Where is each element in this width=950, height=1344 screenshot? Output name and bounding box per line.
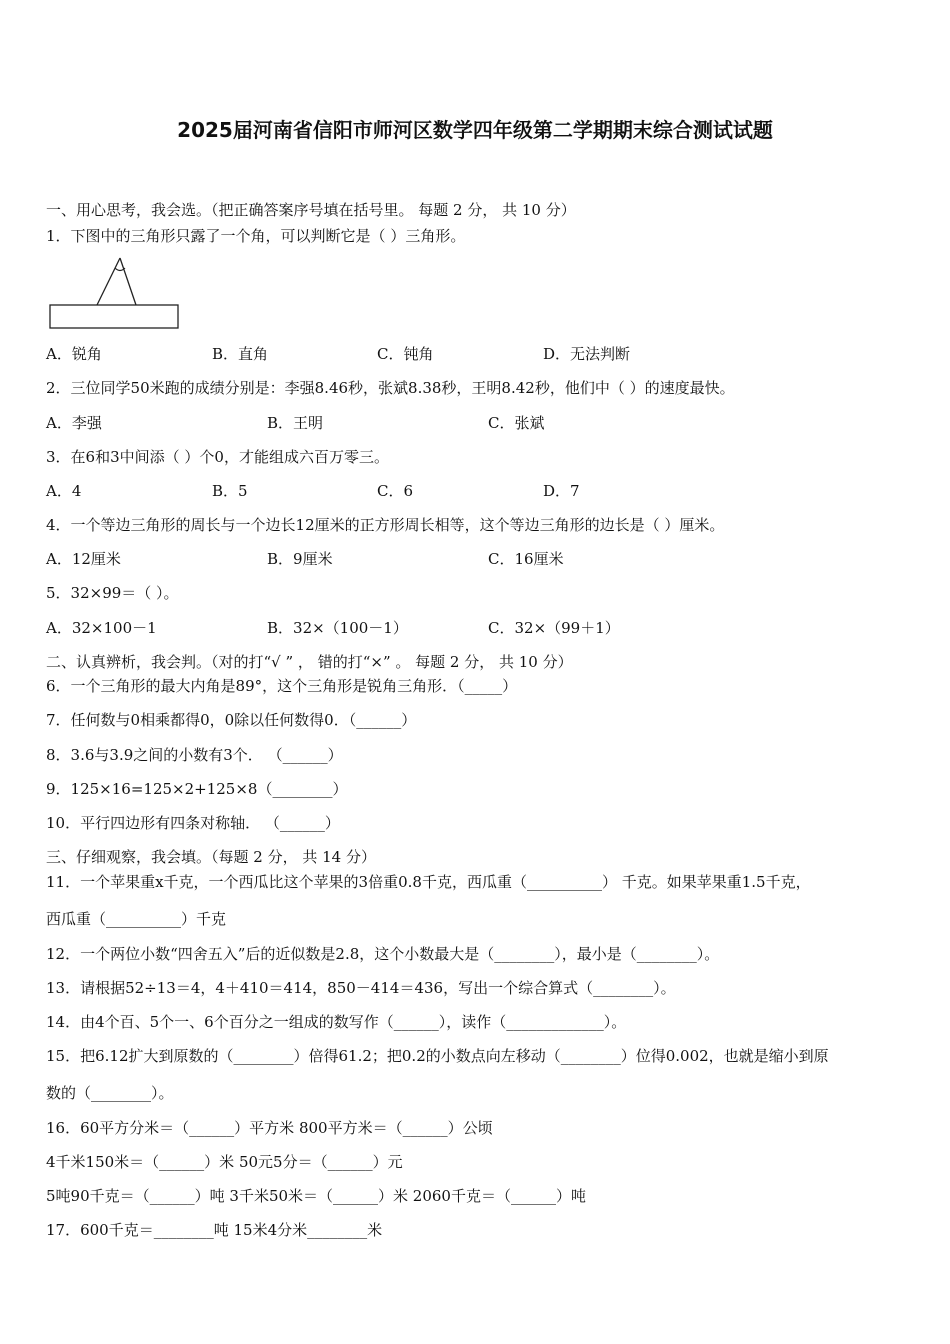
q4-option-b: B．9厘米 [267,550,333,568]
q1-option-c: C．钝角 [377,345,434,363]
section-2-heading: 二、认真辨析，我会判。（对的打“√ ” ， 错的打“×” 。 每题 2 分， 共 10 分） [46,653,573,671]
question-12: 12．一个两位小数“四舍五入”后的近似数是2.8，这个小数最大是（________），最小是（________）。 [46,945,720,963]
question-14: 14．由4个百、5个一、6个百分之一组成的数写作（______），读作（_____________）。 [46,1013,627,1031]
q1-option-d: D．无法判断 [543,345,631,363]
question-4: 4．一个等边三角形的周长与一个边长12厘米的正方形周长相等，这个等边三角形的边长是（ ）厘米。 [46,516,725,534]
q4-option-c: C．16厘米 [488,550,564,568]
q3-option-d: D．7 [543,482,580,500]
q3-option-b: B．5 [212,482,248,500]
triangle-figure [46,254,186,334]
q3-option-c: C．6 [377,482,414,500]
q1-option-b: B．直角 [212,345,269,363]
question-1: 1．下图中的三角形只露了一个角，可以判断它是（ ）三角形。 [46,227,466,245]
question-15-line-1: 15．把6.12扩大到原数的（________）倍得61.2；把0.2的小数点向左移动（________）位得0.002，也就是缩小到原 [46,1047,829,1065]
question-6: 6．一个三角形的最大内角是89°，这个三角形是锐角三角形．（_____） [46,677,518,695]
question-16-line-1: 16．60平方分米＝（______）平方米 800平方米＝（______）公顷 [46,1119,493,1137]
q2-option-a: A．李强 [46,414,102,432]
q2-option-b: B．王明 [267,414,324,432]
question-10: 10．平行四边形有四条对称轴． （______） [46,814,340,832]
q5-option-b: B．32×（100－1） [267,619,408,637]
section-1-heading: 一、用心思考，我会选。（把正确答案序号填在括号里。 每题 2 分， 共 10 分） [46,201,576,219]
question-17: 17．600千克＝________吨 15米4分米________米 [46,1221,383,1239]
question-15-line-2: 数的（________）。 [46,1084,174,1102]
q4-option-a: A．12厘米 [46,550,121,568]
section-3-heading: 三、仔细观察，我会填。（每题 2 分， 共 14 分） [46,848,376,866]
question-2: 2．三位同学50米跑的成绩分别是：李强8.46秒，张斌8.38秒，王明8.42秒，他们中（ ）的速度最快。 [46,379,735,397]
q3-option-a: A．4 [46,482,82,500]
question-3: 3．在6和3中间添（ ）个0，才能组成六百万零三。 [46,448,389,466]
question-8: 8．3.6与3.9之间的小数有3个． （______） [46,746,343,764]
q1-option-a: A．锐角 [46,345,102,363]
question-13: 13．请根据52÷13＝4，4＋410＝414，850－414＝436，写出一个综合算式（________）。 [46,979,676,997]
q5-option-a: A．32×100－1 [46,619,157,637]
question-11-line-2: 西瓜重（__________）千克 [46,910,227,928]
question-11-line-1: 11．一个苹果重x千克，一个西瓜比这个苹果的3倍重0.8千克，西瓜重（__________） 千克。如果苹果重1.5千克， [46,873,811,891]
q5-option-c: C．32×（99＋1） [488,619,620,637]
q2-option-c: C．张斌 [488,414,545,432]
question-5: 5．32×99＝（ ）。 [46,584,179,602]
question-16-line-2: 4千米150米＝（______）米 50元5分＝（______）元 [46,1153,403,1171]
question-9: 9．125×16=125×2+125×8（________） [46,780,348,798]
question-7: 7．任何数与0相乘都得0，0除以任何数得0．（______） [46,711,417,729]
page-title: 2025届河南省信阳市师河区数学四年级第二学期期末综合测试试题 [177,118,773,142]
question-16-line-3: 5吨90千克＝（______）吨 3千米50米＝（______）米 2060千克＝（______）吨 [46,1187,586,1205]
